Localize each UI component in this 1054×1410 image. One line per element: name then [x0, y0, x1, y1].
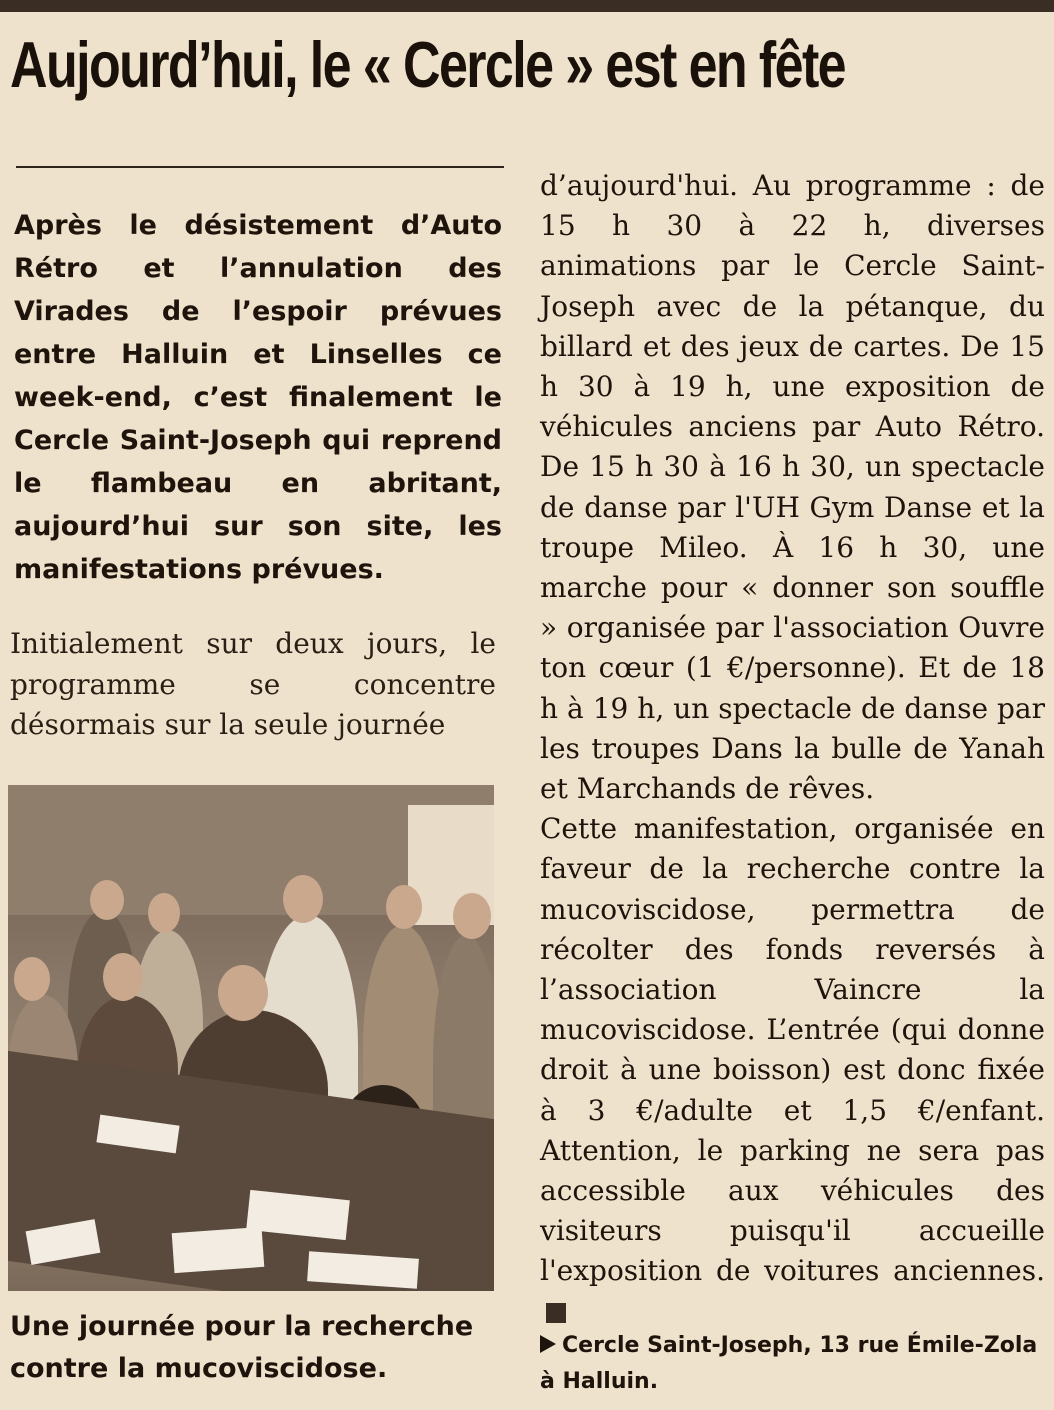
- photo-head: [283, 875, 323, 923]
- article-address: [540, 1328, 1045, 1400]
- article-intro: Initialement sur deux jours, le programme se concentre désormais sur la seule journée: [10, 627, 496, 741]
- page-top-border: [0, 0, 1054, 12]
- photo-head: [218, 965, 268, 1021]
- photo-head: [103, 953, 143, 1001]
- body-paragraph-2: [540, 809, 1045, 1332]
- body-paragraph-1: d’aujourd'hui. Au programme : de 15 h 30 à 22 h, diverses animations par le Cercle Saint-Joseph avec de la pétanque, du billard et des jeux de cartes. De 15 h 30 à 19 h, une exposition de véhicules anciens par Auto Rétro. De 15 h 30 à 16 h 30, un spectacle de danse par l'UH Gym Danse et la troupe Mileo. À 16 h 30, une marche pour « donner son souffle » organisée par l'association Ouvre ton cœur (1 €/personne). Et de 18 h à 19 h, un spectacle de danse par les troupes Dans la bulle de Yanah et Marchands de rêves.: [540, 169, 1045, 806]
- end-of-article-icon: [546, 1303, 566, 1323]
- article-body: [540, 166, 1045, 1332]
- photo-head: [90, 880, 124, 920]
- lead-divider: [16, 166, 504, 168]
- article-lead: Après le désistement d’Auto Rétro et l’annulation des Virades de l’espoir prévues entre Halluin et Linselles ce week-end, c’est finalement le Cercle Saint-Joseph qui reprend le flambeau en abritant, aujourd’hui sur son site, les manifestations prévues.: [14, 210, 502, 585]
- photo-head: [14, 957, 50, 1001]
- photo-paper: [172, 1227, 265, 1273]
- photo-caption: Une journée pour la recherche contre la mucoviscidose.: [10, 1311, 474, 1384]
- photo-head: [453, 893, 491, 939]
- photo-head: [386, 885, 422, 929]
- article-headline: Aujourd’hui, le « Cercle » est en fête: [10, 28, 846, 101]
- photo-head: [148, 893, 180, 933]
- article-photo: [8, 785, 494, 1291]
- arrow-right-icon: [540, 1335, 556, 1353]
- address-text: Cercle Saint-Joseph, 13 rue Émile-Zola à Halluin.: [540, 1333, 1038, 1394]
- body-paragraph-2-text: Cette manifestation, organisée en faveur de la recherche contre la mucoviscidose, permettra de récolter des fonds reversés à l’association Vaincre la mucoviscidose. L’entrée (qui donne droit à une boisson) est donc fixée à 3 €/adulte et 1,5 €/enfant. Attention, le parking ne sera pas accessible aux véhicules des visiteurs puisqu'il accueille l'exposition de voitures anciennes.: [540, 812, 1045, 1288]
